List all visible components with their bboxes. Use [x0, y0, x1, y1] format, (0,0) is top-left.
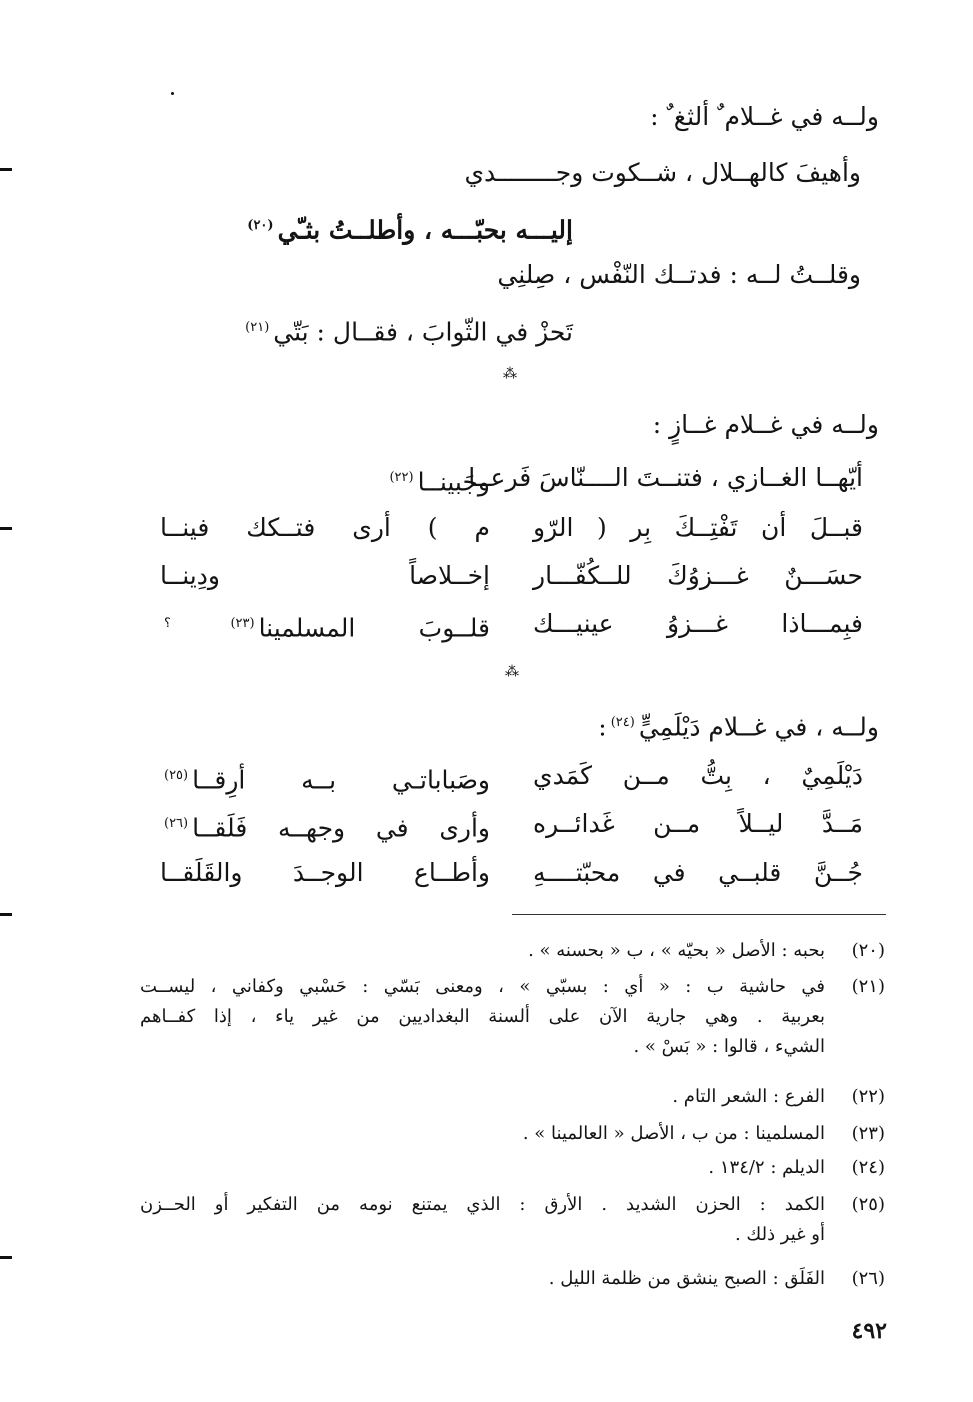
hemistich-second: م ) أرى فتــكك فينــا [160, 513, 490, 542]
footnote-ref: (٢٦) [164, 816, 189, 831]
footnote-25: (٢٥) الكمد : الحزن الشديد . الأرق : الذي يمتنع نومه من التفكير أو الحــزن أو غير ذلك . [140, 1190, 885, 1250]
margin-mark [0, 1256, 12, 1259]
footnote-ref: (٢٣) ؟ [164, 616, 255, 631]
footnote-number: (٢٠) [851, 940, 885, 961]
footnote-number: (٢٦) [851, 1268, 885, 1289]
hemistich-second: وأرى في وجهــه فَلَقــا$^{(٢٦)}$ [164, 813, 490, 843]
poem1-line-1: وأهيفَ كالهــلال ، شــكوت وجــــــــدي [464, 158, 861, 187]
poem1-line-3: وقلــتُ لــه : فدتــك النّفْس ، صِلنِي [497, 260, 861, 289]
footnote-number: (٢٢) [851, 1086, 885, 1107]
margin-mark [0, 168, 12, 171]
poem3-verse-1 [160, 758, 863, 796]
poem1-line-4: تَحزْ في الثّوابَ ، فقــال : بَتّي$^{(٢١)}$ [245, 317, 573, 347]
footnote-number: (٢٣) [851, 1123, 885, 1144]
footnote-21: (٢١) في حاشية ب : « أي : بسبّي » ، ومعنى بَسّي : حَسْبي وكفاني ، ليســت بعربية . وهي جارية الآن على ألسنة البغداديين من غير ياء ، إذا كفــاهم الشيء ، قالوا : « بَسْ » . [140, 972, 885, 1062]
footnote-22: (٢٢) الفرع : الشعر التام . [140, 1082, 885, 1112]
poem1-heading: ولــه في غــلام ٌ ألثغ ٌ : [650, 102, 879, 131]
footnote-24: (٢٤) الديلم : ١٣٤/٢ . [140, 1153, 885, 1183]
footnote-number: (٢٥) [851, 1194, 885, 1215]
footnote-23: (٢٣) المسلمينا : من ب ، الأصل « العالمينا » . [140, 1119, 885, 1149]
hemistich-second: إخــلاصاً ودِينــا [160, 561, 490, 590]
hemistich-first: حسَـــنٌ غـــزوُكَ للــكُفّـــار [533, 561, 863, 590]
footnote-20: (٢٠) بحبه : الأصل « بحيّه » ، ب « بحسنه » . [140, 936, 885, 966]
footnote-number: (٢٤) [851, 1157, 885, 1178]
footnote-ref: (٢٥) [164, 768, 189, 783]
footnote-ref: (٢٠) [247, 218, 274, 233]
poem3-heading: ولــه ، في غــلام دَيْلَمِيٍّ$^{(٢٤)}$: [598, 712, 879, 742]
page-number: ٤٩٢ [851, 1318, 887, 1344]
section-stars: ⁂ [503, 366, 517, 382]
hemistich-second: وجَبينــا$^{(٢٢)}$ [389, 467, 490, 497]
footnote-number: (٢١) [851, 976, 885, 997]
footnote-ref: (٢٤) [610, 715, 635, 730]
poem2-verse-1 [160, 460, 863, 498]
ink-dot [171, 92, 174, 95]
hemistich-first: فبِمـــاذا غـــزوُ عينيـــك [533, 609, 863, 638]
poem2-verse-2 [160, 510, 863, 548]
poem3-verse-2 [160, 806, 863, 844]
hemistich-first: قبــلَ أن تَفْتِــكَ بِر ( الرّو [533, 513, 863, 542]
margin-mark [0, 913, 12, 916]
hemistich-first: دَيْلَمِيٌ ، بِتُّ مــن كَمَدي [533, 761, 863, 790]
margin-mark [0, 527, 12, 530]
hemistich-second: قلــوبَ المسلمينا$^{(٢٣) ؟}$ [164, 613, 490, 643]
hemistich-second: وصَباباتـي بــه أرِقــا$^{(٢٥)}$ [164, 765, 490, 795]
section-stars: ⁂ [505, 664, 519, 680]
poem2-verse-4 [160, 606, 863, 644]
poem3-verse-3 [160, 855, 863, 893]
footnote-26: (٢٦) الفَلَق : الصبح ينشق من ظلمة الليل . [140, 1264, 885, 1294]
poem1-line-2: إليـــه بحبّـــه ، وأطلــتُ بثـّي$^{(٢٠)}$ [247, 215, 573, 245]
poem2-heading: ولــه في غــلام غــازٍ : [652, 410, 879, 439]
poem2-verse-3 [160, 558, 863, 596]
footnote-separator [512, 914, 886, 915]
hemistich-first: أيّهــا الغــازي ، فتنــتَ الــــنّاسَ فَرعــا [468, 463, 863, 492]
hemistich-first: جُــنَّ قلبــي في محبّتــــهِ [533, 858, 863, 887]
footnote-ref: (٢٢) [389, 470, 414, 485]
hemistich-first: مَــدَّ ليــلاً مــن غَدائــره [533, 809, 863, 838]
hemistich-second: وأطــاع الوجــدَ والقَلَقــا [160, 858, 490, 887]
footnote-ref: (٢١) [245, 320, 270, 335]
